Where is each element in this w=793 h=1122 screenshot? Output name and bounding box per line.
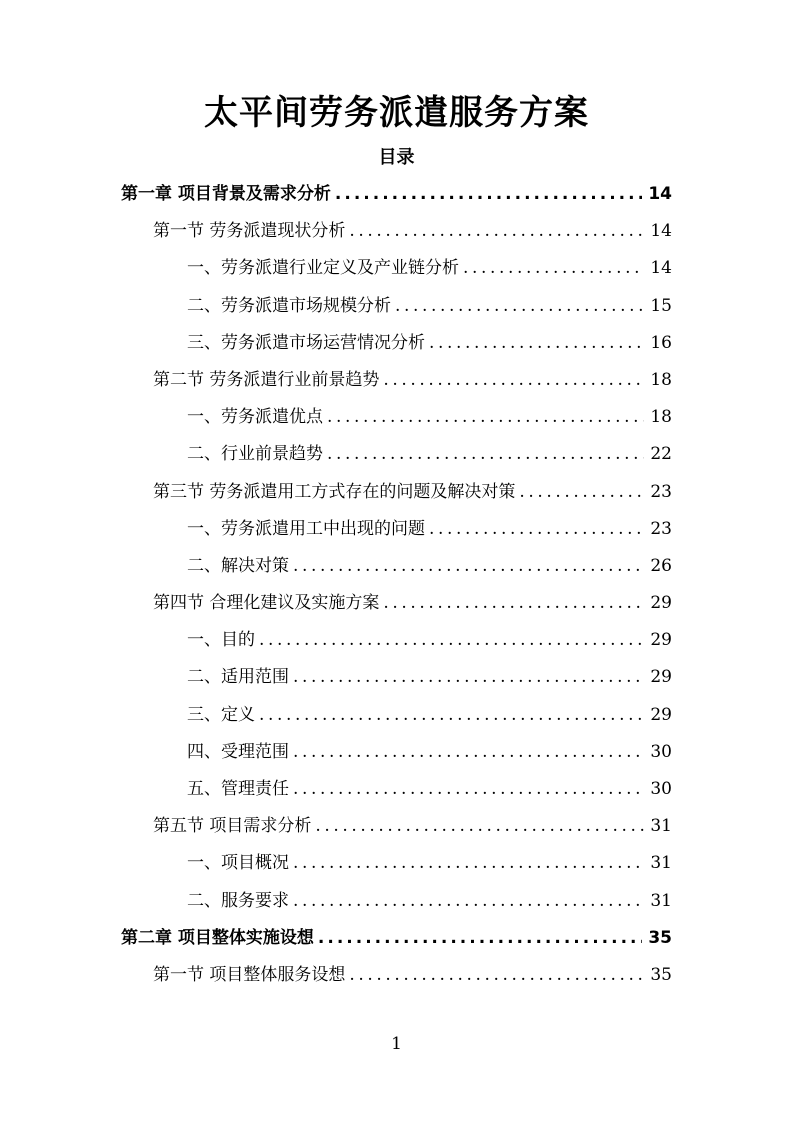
toc-dot-leader bbox=[293, 659, 644, 696]
toc-entry[interactable] bbox=[0, 250, 793, 287]
toc-entry-page: 22 bbox=[650, 444, 672, 465]
toc-entry-title: 二、适用范围 bbox=[187, 667, 289, 688]
toc-entry-page: 29 bbox=[650, 704, 672, 725]
toc-dot-leader bbox=[293, 548, 644, 585]
toc-entry-title: 第一章 项目背景及需求分析 bbox=[121, 184, 331, 204]
toc-entry-page: 14 bbox=[650, 258, 672, 279]
toc-entry[interactable] bbox=[0, 845, 793, 882]
toc-entry[interactable] bbox=[0, 176, 793, 213]
toc-dot-leader bbox=[463, 250, 644, 287]
toc-entry[interactable] bbox=[0, 325, 793, 362]
toc-entry-title: 二、行业前景趋势 bbox=[187, 444, 323, 465]
toc-entry[interactable] bbox=[0, 548, 793, 585]
toc-dot-leader bbox=[259, 697, 644, 734]
toc-entry-title: 一、目的 bbox=[187, 630, 255, 651]
toc-entry-title: 二、劳务派遣市场规模分析 bbox=[187, 295, 391, 316]
toc-entry-title: 二、解决对策 bbox=[187, 555, 289, 576]
toc-dot-leader bbox=[293, 734, 644, 771]
toc-dot-leader bbox=[349, 957, 644, 994]
toc-entry-page: 30 bbox=[650, 741, 672, 762]
toc-entry-page: 31 bbox=[650, 890, 672, 911]
toc-entry[interactable] bbox=[0, 362, 793, 399]
toc-entry[interactable] bbox=[0, 659, 793, 696]
toc-entry-title: 三、劳务派遣市场运营情况分析 bbox=[187, 332, 425, 353]
toc-dot-leader bbox=[395, 288, 644, 325]
toc-entry-title: 第五节 项目需求分析 bbox=[153, 816, 312, 837]
toc-entry[interactable] bbox=[0, 399, 793, 436]
toc-entry-page: 30 bbox=[650, 779, 672, 799]
toc-dot-leader bbox=[259, 622, 644, 659]
toc-entry-title: 第二节 劳务派遣行业前景趋势 bbox=[153, 369, 380, 390]
toc-entry-title: 五、管理责任 bbox=[187, 779, 289, 799]
toc-entry[interactable] bbox=[0, 288, 793, 325]
toc-entry-page: 14 bbox=[650, 221, 672, 242]
toc-dot-leader bbox=[293, 771, 644, 808]
toc-entry-title: 一、劳务派遣用工中出现的问题 bbox=[187, 518, 425, 539]
toc-dot-leader bbox=[349, 213, 644, 250]
toc-entry-title: 第三节 劳务派遣用工方式存在的问题及解决对策 bbox=[153, 481, 516, 502]
toc-entry[interactable] bbox=[0, 697, 793, 734]
toc-entry-title: 第二章 项目整体实施设想 bbox=[121, 927, 314, 948]
toc-dot-leader bbox=[335, 176, 642, 213]
toc-entry[interactable] bbox=[0, 436, 793, 473]
toc-dot-leader bbox=[327, 436, 644, 473]
toc-entry-page: 18 bbox=[650, 407, 672, 428]
toc-entry[interactable] bbox=[0, 622, 793, 659]
toc-entry[interactable] bbox=[0, 213, 793, 250]
toc-entry-title: 第四节 合理化建议及实施方案 bbox=[153, 593, 380, 614]
toc-entry[interactable] bbox=[0, 511, 793, 548]
toc-dot-leader bbox=[315, 808, 644, 845]
toc-entry-title: 四、受理范围 bbox=[187, 741, 289, 762]
toc-entry-page: 29 bbox=[650, 667, 672, 688]
toc-entry[interactable] bbox=[0, 957, 793, 994]
toc-entry[interactable] bbox=[0, 734, 793, 771]
toc-entry-page: 29 bbox=[650, 593, 672, 614]
table-of-contents bbox=[0, 176, 793, 994]
toc-dot-leader bbox=[383, 585, 644, 622]
toc-dot-leader bbox=[429, 325, 644, 362]
toc-entry-page: 29 bbox=[650, 630, 672, 651]
toc-entry-page: 14 bbox=[648, 184, 672, 204]
toc-entry[interactable] bbox=[0, 474, 793, 511]
toc-entry-title: 第一节 劳务派遣现状分析 bbox=[153, 221, 346, 242]
toc-entry-title: 一、劳务派遣行业定义及产业链分析 bbox=[187, 258, 459, 279]
toc-entry-page: 35 bbox=[650, 964, 672, 985]
toc-entry-title: 第一节 项目整体服务设想 bbox=[153, 964, 346, 985]
toc-entry-title: 三、定义 bbox=[187, 704, 255, 725]
toc-entry-page: 35 bbox=[648, 927, 672, 948]
toc-dot-leader bbox=[327, 399, 644, 436]
toc-entry[interactable] bbox=[0, 920, 793, 957]
toc-entry-title: 一、项目概况 bbox=[187, 853, 289, 874]
toc-dot-leader bbox=[383, 362, 644, 399]
toc-entry-page: 16 bbox=[650, 332, 672, 353]
toc-entry-page: 23 bbox=[650, 481, 672, 502]
toc-dot-leader bbox=[519, 474, 644, 511]
document-title: 太平间劳务派遣服务方案 bbox=[204, 93, 589, 133]
toc-entry-title: 一、劳务派遣优点 bbox=[187, 407, 323, 428]
toc-entry-page: 18 bbox=[650, 369, 672, 390]
toc-dot-leader bbox=[318, 920, 642, 957]
toc-dot-leader bbox=[293, 845, 644, 882]
toc-entry[interactable] bbox=[0, 883, 793, 920]
toc-entry[interactable] bbox=[0, 585, 793, 622]
toc-dot-leader bbox=[293, 883, 644, 920]
toc-entry-title: 二、服务要求 bbox=[187, 890, 289, 911]
page-number: 1 bbox=[391, 1034, 402, 1054]
toc-entry-page: 26 bbox=[650, 555, 672, 576]
toc-entry[interactable] bbox=[0, 771, 793, 808]
toc-entry-page: 23 bbox=[650, 518, 672, 539]
toc-entry-page: 31 bbox=[650, 853, 672, 874]
toc-entry-page: 15 bbox=[650, 295, 672, 316]
toc-heading: 目录 bbox=[378, 147, 415, 168]
toc-entry[interactable] bbox=[0, 808, 793, 845]
toc-dot-leader bbox=[429, 511, 644, 548]
toc-entry-page: 31 bbox=[650, 816, 672, 837]
